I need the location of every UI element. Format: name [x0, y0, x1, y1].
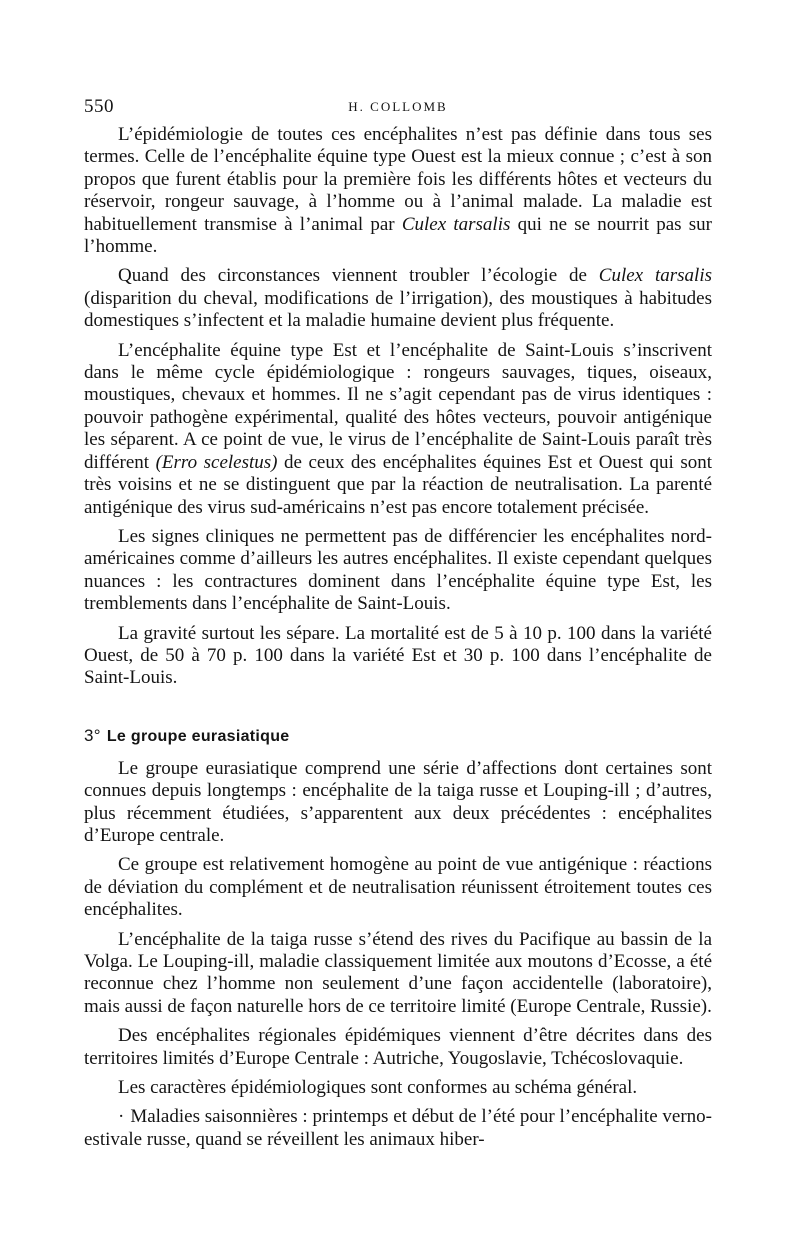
- text-run: L’épidémiologie de toutes ces encéphalites n’est pas définie dans tous ses termes. Celle de l’encéphalite équine type Ouest est la mieux connue ; c’est à son propos que furent établis pour la première fois les différents hôtes et vecteurs du réservoir, rongeur sauvage, à l’homme ou à l’animal malade. La maladie est habituellement transmise à l’animal par: [84, 124, 712, 235]
- section-title: Le groupe eurasiatique: [106, 727, 290, 745]
- page-header: [84, 96, 712, 120]
- paragraph: [84, 1025, 712, 1070]
- text-run: Quand des circonstances viennent troubler l’écologie de: [118, 265, 599, 287]
- text-run: L’encéphalite équine type Est et l’encéphalite de Saint-Louis s’inscrivent dans le même cycle épidémiologique : rongeurs sauvages, tiques, oiseaux, moustiques, chevaux et hommes. Il ne s’agit cependant pas de virus identiques : pouvoir pathogène expérimental, qualité des hôtes vecteurs, pouvoir antigénique les séparent. A ce point de vue, le virus de l’encéphalite de Saint-Louis paraît très différent: [84, 339, 712, 473]
- page-number: 550: [84, 96, 114, 117]
- paragraph: [84, 340, 712, 519]
- text-run: (disparition du cheval, modifications de l’irrigation), des moustiques à habitudes domestiques s’infectent et la maladie humaine devient plus fréquente.: [84, 287, 712, 332]
- italic-term: Culex tarsalis: [598, 265, 712, 287]
- section-body-text: [84, 758, 712, 1152]
- text-run: Ce groupe est relativement homogène au point de vue antigénique : réactions de déviation du complément et de neutralisation réunissent étroitement toutes ces encéphalites.: [84, 854, 712, 921]
- text-run: qui ne se nourrit pas sur l’homme.: [84, 213, 712, 258]
- italic-term: (Erro scelestus): [155, 451, 278, 473]
- paragraph: [84, 124, 712, 258]
- text-run: de ceux des encéphalites équines Est et Ouest qui sont très voisins et ne se distinguent que par la réaction de neutralisation. La parenté antigénique des virus sud-américains n’est pas encore totalement précisée.: [84, 451, 713, 518]
- text-run: L’encéphalite de la taiga russe s’étend des rives du Pacifique au bassin de la Volga. Le Louping-ill, maladie classiquement limitée aux moutons d’Ecosse, a été reconnue chez l’homme non seulement d’une façon accidentelle (laboratoire), mais aussi de façon naturelle hors de ce territoire limité (Europe Centrale, Russie).: [84, 928, 712, 1017]
- text-run: La gravité surtout les sépare. La mortalité est de 5 à 10 p. 100 dans la variété Ouest, de 50 à 70 p. 100 dans la variété Est et 30 p. 100 dans l’encéphalite de Saint-Louis.: [84, 622, 712, 689]
- paragraph: [84, 758, 712, 848]
- paragraph: [84, 623, 712, 690]
- bullet-mark: ·: [118, 1106, 125, 1128]
- text-run: Les caractères épidémiologiques sont conformes au schéma général.: [118, 1077, 638, 1099]
- text-run: Le groupe eurasiatique comprend une série d’affections dont certaines sont connues depuis longtemps : encéphalite de la taiga russe et Louping-ill ; d’autres, plus récemment étudiées, s’apparentent aux deux précédentes : encéphalites d’Europe centrale.: [84, 757, 712, 846]
- section-heading: [84, 726, 712, 746]
- paragraph: [84, 854, 712, 921]
- section-number: 3°: [84, 725, 101, 745]
- paragraph: [84, 1077, 712, 1099]
- text-run: Des encéphalites régionales épidémiques viennent d’être décrites dans des territoires limités d’Europe Centrale : Autriche, Yougoslavie, Tchécoslovaquie.: [84, 1025, 712, 1069]
- paragraph: [84, 265, 712, 332]
- paragraph: [84, 1106, 712, 1151]
- paragraph: [84, 929, 712, 1019]
- running-head: H. COLLOMB: [348, 99, 448, 114]
- body-text: [84, 124, 712, 690]
- text-run: Maladies saisonnières : printemps et début de l’été pour l’encéphalite verno-estivale russe, quand se réveillent les animaux hiber-: [84, 1106, 712, 1150]
- italic-term: Culex tarsalis: [401, 213, 511, 235]
- text-run: Les signes cliniques ne permettent pas de différencier les encéphalites nord-américaines comme d’ailleurs les autres encéphalites. Il existe cependant quelques nuances : les contractures dominent dans l’encéphalite équine type Est, les tremblements dans l’encéphalite de Saint-Louis.: [84, 525, 712, 615]
- paragraph: [84, 526, 712, 616]
- document-page: [84, 96, 712, 1158]
